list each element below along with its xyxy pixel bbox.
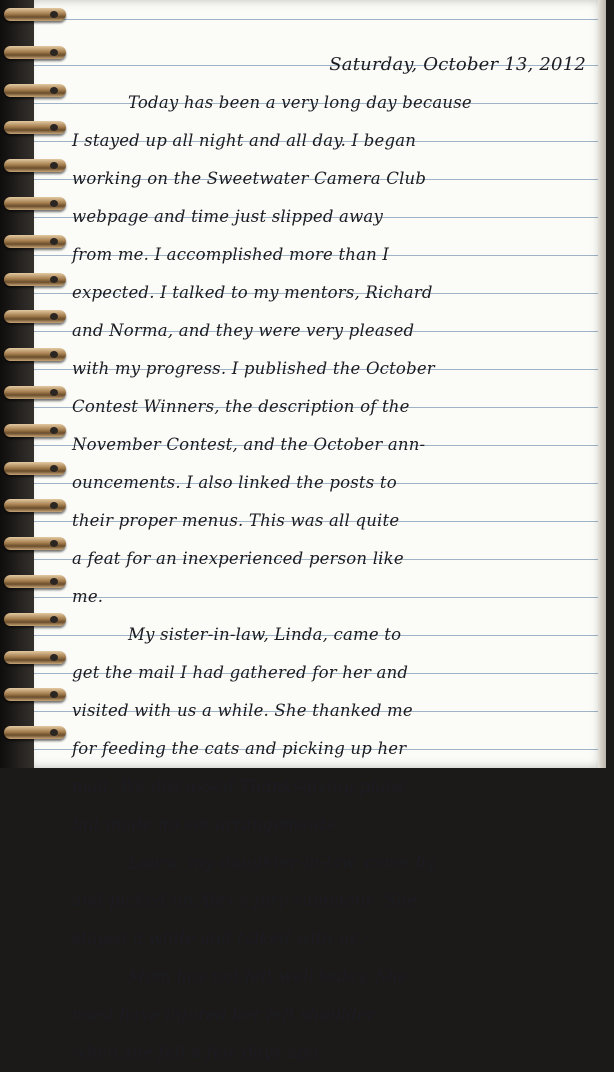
handwritten-line: Mom has not felt well today. She (128, 967, 408, 986)
spiral-ring (4, 462, 66, 475)
handwritten-line: but made no set arrangements. (72, 815, 341, 834)
handwritten-line: My sister-in-law, Linda, came to (128, 625, 402, 644)
handwritten-line: me. (72, 587, 104, 606)
handwritten-line: visited with us a while. She thanked me (72, 701, 413, 720)
handwritten-line: expected. I talked to my mentors, Richard (72, 283, 433, 302)
handwritten-line: ouncements. I also linked the posts to (72, 473, 397, 492)
spiral-ring (4, 348, 66, 361)
spiral-ring (4, 235, 66, 248)
entry-date: Saturday, October 13, 2012 (329, 54, 586, 75)
spiral-ring (4, 613, 66, 626)
handwritten-line: November Contest, and the October ann- (72, 435, 426, 454)
spiral-ring (4, 46, 66, 59)
spiral-ring (4, 197, 66, 210)
handwritten-line: get the mail I had gathered for her and (72, 663, 409, 682)
spiral-ring (4, 84, 66, 97)
handwritten-line: stayed a while and talked with us. (72, 929, 364, 948)
spiral-ring (4, 424, 66, 437)
handwritten-line: their proper menus. This was all quite (72, 511, 400, 530)
spiral-ring (4, 651, 66, 664)
handwritten-line: Contest Winners, the description of the (72, 397, 410, 416)
handwritten-line: and picked up Alex's jury summons. She (72, 891, 418, 910)
spiral-ring (4, 575, 66, 588)
handwritten-line: Laura, my daughter-in-law, came by (128, 853, 436, 872)
handwritten-line: must have injured her left shoulder (72, 1005, 376, 1024)
spiral-ring (4, 121, 66, 134)
handwritten-line: a feat for an inexperienced person like (72, 549, 404, 568)
journal-entry (72, 46, 592, 1072)
spiral-ring (4, 310, 66, 323)
spiral-ring (4, 386, 66, 399)
spiral-ring (4, 726, 66, 739)
handwritten-line: from me. I accomplished more than I (72, 245, 390, 264)
handwritten-line: with my progress. I published the October (72, 359, 435, 378)
handwritten-line: webpage and time just slipped away (72, 207, 383, 226)
handwritten-line: I stayed up all night and all day. I began (72, 131, 417, 150)
spiral-ring (4, 688, 66, 701)
handwritten-line: mail. We discussed Thanksgiving plans, (72, 777, 411, 796)
spiral-ring (4, 273, 66, 286)
spiral-ring (4, 159, 66, 172)
handwritten-line: for feeding the cats and picking up her (72, 739, 407, 758)
entry-body (72, 84, 592, 1072)
handwritten-line: working on the Sweetwater Camera Club (72, 169, 427, 188)
handwritten-line: Today has been a very long day because (128, 93, 472, 112)
page-edge (598, 0, 606, 768)
handwritten-line: when she fell a few days ago. (72, 1043, 324, 1062)
spiral-ring (4, 537, 66, 550)
spiral-ring (4, 8, 66, 21)
spiral-ring (4, 499, 66, 512)
handwritten-line: and Norma, and they were very pleased (72, 321, 415, 340)
